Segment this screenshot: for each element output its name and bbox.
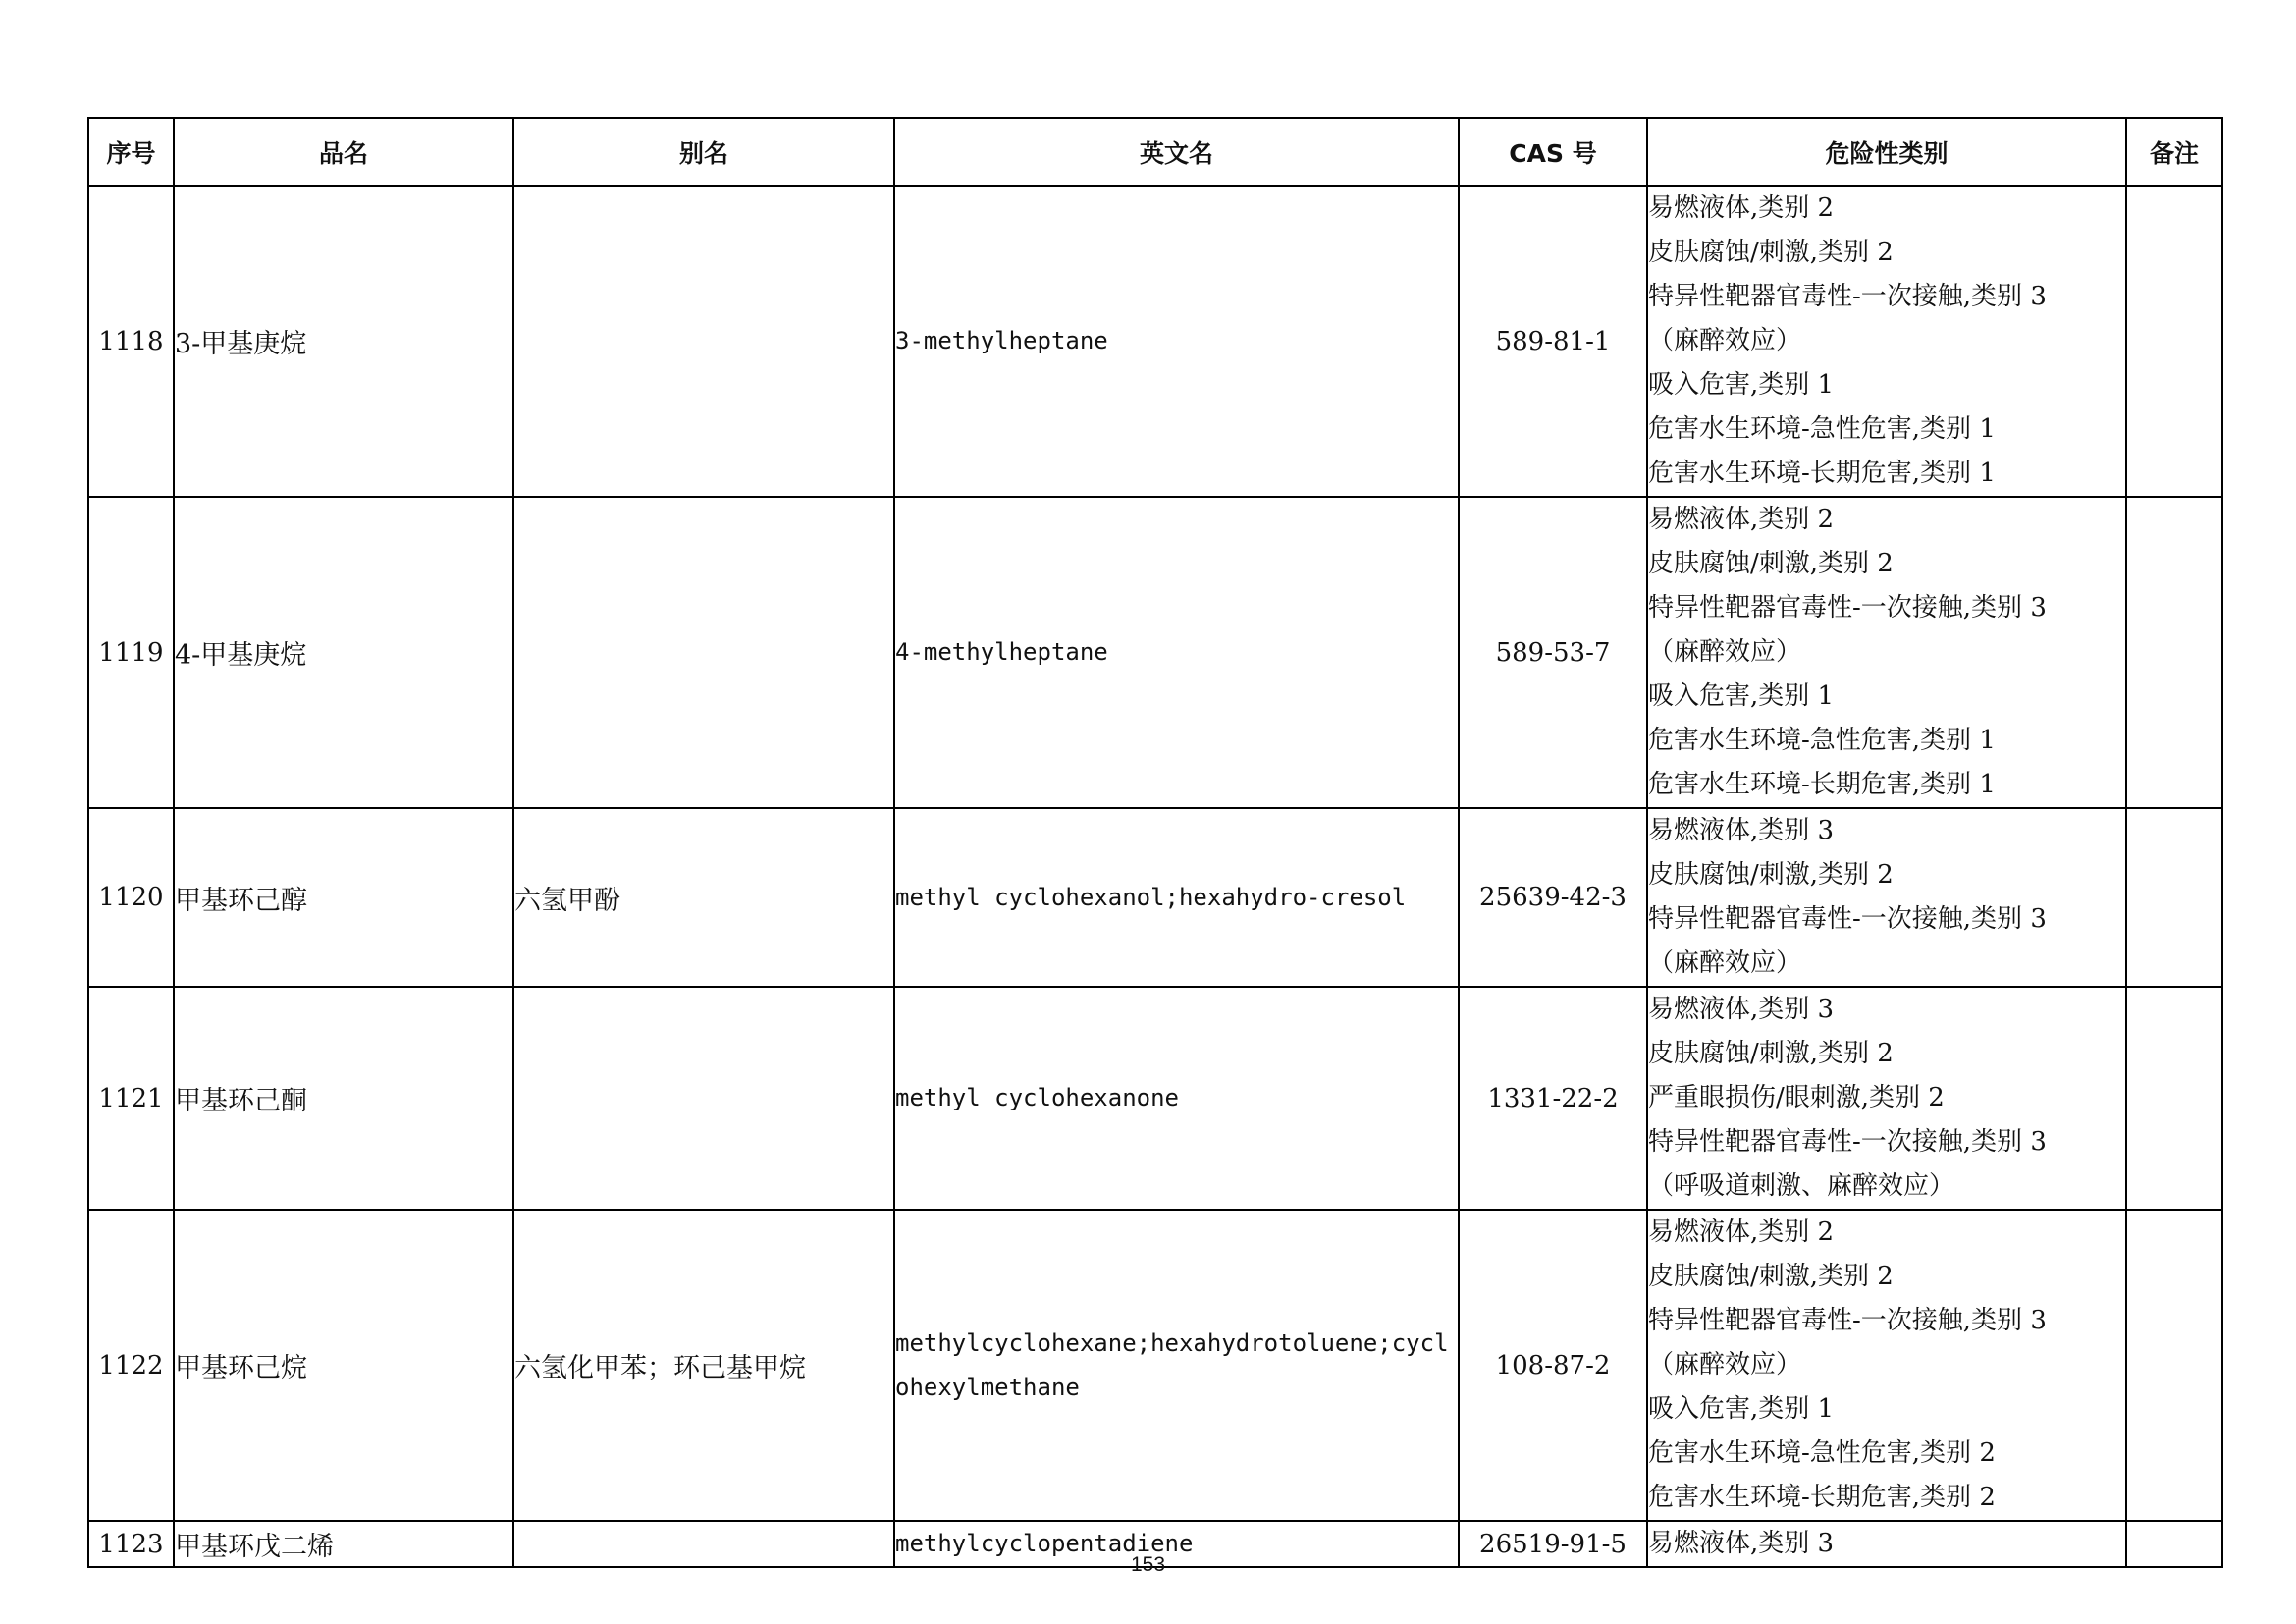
table-row <box>88 987 2222 1210</box>
hazard-line: 严重眼损伤/眼刺激,类别 2 <box>1648 1083 1945 1112</box>
cell-hazard-category <box>1647 1210 2126 1521</box>
header-cas-number: CAS 号 <box>1459 118 1647 186</box>
hazard-line: 易燃液体,类别 2 <box>1648 505 1835 534</box>
cell-alias <box>513 497 894 808</box>
cell-remark <box>2126 987 2222 1210</box>
hazard-line: 特异性靶器官毒性-一次接触,类别 3 <box>1648 904 2047 934</box>
hazard-line: （麻醉效应） <box>1648 1350 1802 1380</box>
cell-serial-number: 1122 <box>88 1210 174 1521</box>
hazard-line: 危害水生环境-急性危害,类别 2 <box>1648 1438 1996 1468</box>
cell-cas-number: 589-81-1 <box>1459 186 1647 497</box>
hazard-line: 皮肤腐蚀/刺激,类别 2 <box>1648 549 1894 578</box>
cell-alias: 六氢化甲苯；环己基甲烷 <box>513 1210 894 1521</box>
cell-product-name: 甲基环戊二烯 <box>174 1521 513 1567</box>
hazard-line: 皮肤腐蚀/刺激,类别 2 <box>1648 1262 1894 1291</box>
cell-serial-number: 1118 <box>88 186 174 497</box>
table-row <box>88 497 2222 808</box>
hazard-line: 特异性靶器官毒性-一次接触,类别 3 <box>1648 282 2047 311</box>
cell-hazard-category <box>1647 808 2126 987</box>
table-row <box>88 186 2222 497</box>
cell-product-name: 3-甲基庚烷 <box>174 186 513 497</box>
table-row <box>88 1210 2222 1521</box>
hazard-line: 特异性靶器官毒性-一次接触,类别 3 <box>1648 593 2047 623</box>
cell-english-name: methyl cyclohexanol;hexahydro-cresol <box>894 808 1459 987</box>
cell-product-name: 甲基环己酮 <box>174 987 513 1210</box>
cell-alias <box>513 186 894 497</box>
cell-serial-number: 1121 <box>88 987 174 1210</box>
hazard-line: 易燃液体,类别 3 <box>1648 816 1835 845</box>
cell-alias <box>513 987 894 1210</box>
page-number: 153 <box>1130 1553 1166 1576</box>
table-header-row <box>88 118 2222 186</box>
cell-hazard-category <box>1647 186 2126 497</box>
hazard-line: 皮肤腐蚀/刺激,类别 2 <box>1648 860 1894 890</box>
cell-serial-number: 1120 <box>88 808 174 987</box>
cell-english-name: methylcyclohexane;hexahydrotoluene;cyclohexylmethane <box>894 1210 1459 1521</box>
cell-hazard-category <box>1647 987 2126 1210</box>
table-body <box>88 186 2222 1567</box>
hazard-line: 特异性靶器官毒性-一次接触,类别 3 <box>1648 1306 2047 1335</box>
cell-cas-number: 1331-22-2 <box>1459 987 1647 1210</box>
header-hazard-category: 危险性类别 <box>1647 118 2126 186</box>
cell-english-name: methyl cyclohexanone <box>894 987 1459 1210</box>
header-serial-number: 序号 <box>88 118 174 186</box>
cell-remark <box>2126 1210 2222 1521</box>
cell-serial-number: 1123 <box>88 1521 174 1567</box>
hazard-line: 吸入危害,类别 1 <box>1648 1394 1835 1424</box>
cell-hazard-category <box>1647 497 2126 808</box>
hazard-line: 吸入危害,类别 1 <box>1648 681 1835 711</box>
hazard-line: 危害水生环境-长期危害,类别 2 <box>1648 1483 1996 1512</box>
cell-english-name: 3-methylheptane <box>894 186 1459 497</box>
hazardous-chemicals-table <box>87 117 2223 1568</box>
hazard-line: 易燃液体,类别 2 <box>1648 1218 1835 1247</box>
header-product-name: 品名 <box>174 118 513 186</box>
cell-cas-number: 25639-42-3 <box>1459 808 1647 987</box>
cell-serial-number: 1119 <box>88 497 174 808</box>
hazard-line: 危害水生环境-长期危害,类别 1 <box>1648 770 1996 799</box>
cell-product-name: 甲基环己烷 <box>174 1210 513 1521</box>
cell-english-name: methylcyclopentadiene <box>894 1521 1459 1567</box>
hazard-line: （麻醉效应） <box>1648 326 1802 355</box>
cell-remark <box>2126 497 2222 808</box>
cell-cas-number: 589-53-7 <box>1459 497 1647 808</box>
hazard-line: 危害水生环境-急性危害,类别 1 <box>1648 414 1996 444</box>
hazard-line: （麻醉效应） <box>1648 637 1802 667</box>
hazard-line: 易燃液体,类别 3 <box>1648 995 1835 1024</box>
cell-remark <box>2126 186 2222 497</box>
cell-english-name: 4-methylheptane <box>894 497 1459 808</box>
cell-remark <box>2126 808 2222 987</box>
hazard-line: 易燃液体,类别 2 <box>1648 193 1835 223</box>
header-remark: 备注 <box>2126 118 2222 186</box>
hazard-line: 吸入危害,类别 1 <box>1648 370 1835 400</box>
hazard-line: 危害水生环境-急性危害,类别 1 <box>1648 726 1996 755</box>
cell-product-name: 4-甲基庚烷 <box>174 497 513 808</box>
cell-cas-number: 108-87-2 <box>1459 1210 1647 1521</box>
cell-cas-number: 26519-91-5 <box>1459 1521 1647 1567</box>
cell-alias: 六氢甲酚 <box>513 808 894 987</box>
table-row <box>88 808 2222 987</box>
hazard-line: 皮肤腐蚀/刺激,类别 2 <box>1648 1039 1894 1068</box>
header-alias: 别名 <box>513 118 894 186</box>
hazard-line: 皮肤腐蚀/刺激,类别 2 <box>1648 238 1894 267</box>
hazard-line: （呼吸道刺激、麻醉效应） <box>1648 1171 1955 1201</box>
hazard-line: 易燃液体,类别 3 <box>1648 1529 1835 1558</box>
cell-product-name: 甲基环己醇 <box>174 808 513 987</box>
hazard-line: 特异性靶器官毒性-一次接触,类别 3 <box>1648 1127 2047 1157</box>
hazard-line: （麻醉效应） <box>1648 948 1802 978</box>
chemical-table-container <box>87 117 2221 1568</box>
hazard-line: 危害水生环境-长期危害,类别 1 <box>1648 459 1996 488</box>
header-english-name: 英文名 <box>894 118 1459 186</box>
